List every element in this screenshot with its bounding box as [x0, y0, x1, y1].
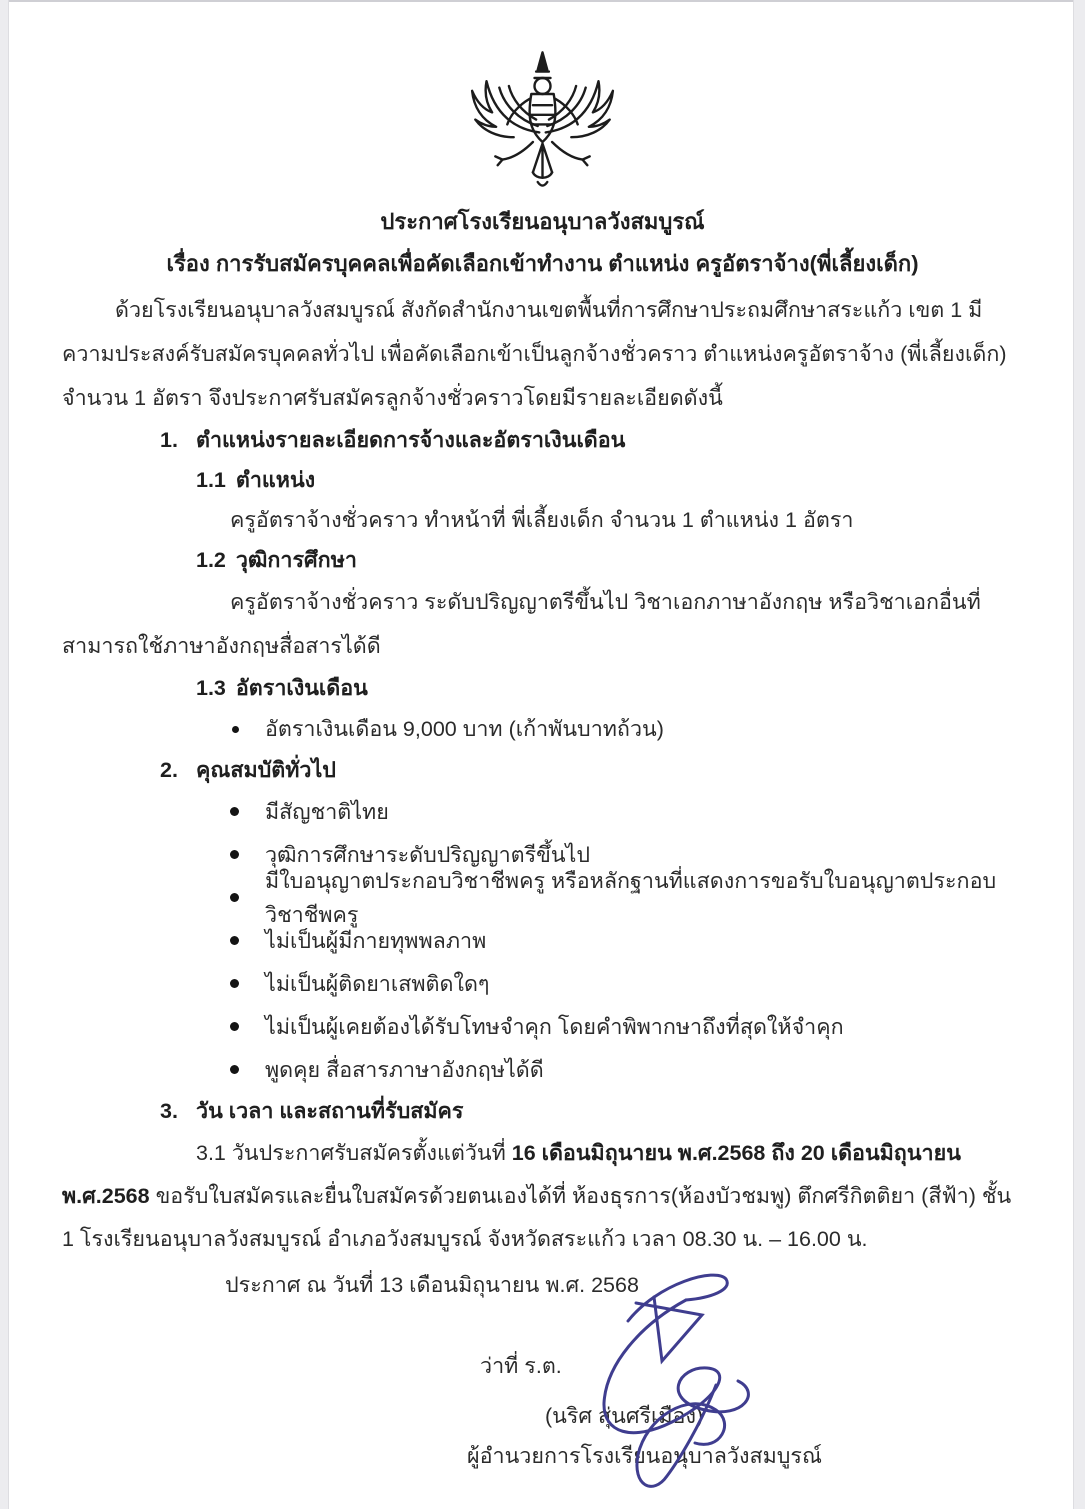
signer-rank: ว่าที่ ร.ต.: [480, 1354, 562, 1378]
intro-paragraph: ด้วยโรงเรียนอนุบาลวังสมบูรณ์ สังกัดสำนักงานเขตพื้นที่การศึกษาประถมศึกษาสระแก้ว เขต 1 มีความประสงค์รับสมัครบุคคลทั่วไป เพื่อคัดเลือกเข้าเป็นลูกจ้างชั่วคราว ตำแหน่งครูอัตราจ้าง (พี่เลี้ยงเด็ก) จำนวน 1 อัตรา จึงประกาศรับสมัครลูกจ้างชั่วคราวโดยมีรายละเอียดดังนี้: [62, 298, 1007, 410]
bullet-icon: [230, 1065, 239, 1074]
section-2-number: 2.: [160, 758, 178, 782]
section-1-number: 1.: [160, 428, 178, 452]
section-1-1-heading: [62, 460, 1023, 500]
bullet-icon: [230, 893, 239, 902]
section-3-heading: [62, 1091, 1023, 1131]
list-item: [62, 1005, 1023, 1048]
application-period-prefix: 3.1 วันประกาศรับสมัครตั้งแต่วันที่: [196, 1141, 512, 1165]
list-item-text: ไม่เป็นผู้ติดยาเสพติดใดๆ: [265, 971, 490, 996]
bullet-icon: [230, 807, 239, 816]
bullet-icon: [230, 1022, 239, 1031]
section-1-2-heading: [62, 540, 1023, 580]
section-1-2-number: 1.2: [196, 548, 226, 572]
bullet-icon: [230, 936, 239, 945]
document-title: ประกาศโรงเรียนอนุบาลวังสมบูรณ์: [380, 209, 705, 234]
list-item: [62, 962, 1023, 1005]
list-item-text: มีสัญชาติไทย: [265, 799, 389, 824]
announcement-date-line: ประกาศ ณ วันที่ 13 เดือนมิถุนายน พ.ศ. 2568: [225, 1273, 639, 1297]
garuda-emblem-icon: [460, 46, 625, 198]
salary-bullet: [62, 708, 1023, 750]
bullet-icon: [230, 850, 239, 859]
application-period-paragraph: [62, 1132, 1023, 1261]
section-2-heading: [62, 750, 1023, 790]
section-1-3-number: 1.3: [196, 676, 226, 700]
qualification-list: [62, 790, 1023, 1091]
section-1-2-title: วุฒิการศึกษา: [235, 548, 357, 572]
bullet-icon: [232, 726, 239, 733]
application-period-dates: 16 เดือนมิถุนายน พ.ศ.2568 ถึง 20 เดือนมิถุนายน พ.ศ.2568: [62, 1141, 961, 1208]
section-1-1-body: ครูอัตราจ้างชั่วคราว ทำหน้าที่ พี่เลี้ยงเด็ก จำนวน 1 ตำแหน่ง 1 อัตรา: [230, 508, 854, 532]
list-item: [62, 1048, 1023, 1091]
section-1-heading: [62, 420, 1023, 460]
salary-bullet-text: อัตราเงินเดือน 9,000 บาท (เก้าพันบาทถ้วน): [265, 717, 664, 741]
list-item-text: วุฒิการศึกษาระดับปริญญาตรีขึ้นไป: [265, 842, 591, 867]
section-3-number: 3.: [160, 1099, 178, 1123]
section-2-title: คุณสมบัติทั่วไป: [196, 758, 336, 782]
bullet-icon: [230, 979, 239, 988]
application-period-details: ขอรับใบสมัครและยื่นใบสมัครด้วยตนเองได้ที่ ห้องธุรการ(ห้องบัวชมพู) ตึกศรีกิตติยา (สีฟ้า) ชั้น 1 โรงเรียนอนุบาลวังสมบูรณ์ อำเภอวังสมบูรณ์ จังหวัดสระแก้ว เวลา 08.30 น. – 16.00 น.: [62, 1184, 1012, 1251]
section-1-1-title: ตำแหน่ง: [235, 468, 316, 492]
section-1-3-heading: [62, 668, 1023, 708]
list-item-text: ไม่เป็นผู้มีกายทุพพลภาพ: [265, 928, 487, 953]
section-1-1-number: 1.1: [196, 468, 226, 492]
section-3-title: วัน เวลา และสถานที่รับสมัคร: [196, 1099, 464, 1123]
signature-block: [62, 1305, 1023, 1509]
signer-name: (นริศ สุ่นศรีเมือง): [545, 1404, 704, 1428]
document-subject: เรื่อง การรับสมัครบุคคลเพื่อคัดเลือกเข้าทำงาน ตำแหน่ง ครูอัตราจ้าง(พี่เลี้ยงเด็ก): [166, 251, 919, 276]
list-item-text: พูดคุย สื่อสารภาษาอังกฤษได้ดี: [265, 1057, 544, 1082]
section-1-3-title: อัตราเงินเดือน: [235, 676, 368, 700]
list-item-text: ไม่เป็นผู้เคยต้องได้รับโทษจำคุก โดยคำพิพากษาถึงที่สุดให้จำคุก: [265, 1014, 844, 1039]
section-1-2-body: ครูอัตราจ้างชั่วคราว ระดับปริญญาตรีขึ้นไป วิชาเอกภาษาอังกฤษ หรือวิชาเอกอื่นที่สามารถใช้ภาษาอังกฤษสื่อสารได้ดี: [62, 590, 981, 658]
signer-title: ผู้อำนวยการโรงเรียนอนุบาลวังสมบูรณ์: [467, 1444, 822, 1468]
list-item: [62, 868, 1023, 927]
list-item: [62, 790, 1023, 833]
section-1-title: ตำแหน่งรายละเอียดการจ้างและอัตราเงินเดือน: [196, 428, 626, 452]
list-item-text: มีใบอนุญาตประกอบวิชาชีพครู หรือหลักฐานที่แสดงการขอรับใบอนุญาตประกอบวิชาชีพครู: [265, 868, 997, 927]
